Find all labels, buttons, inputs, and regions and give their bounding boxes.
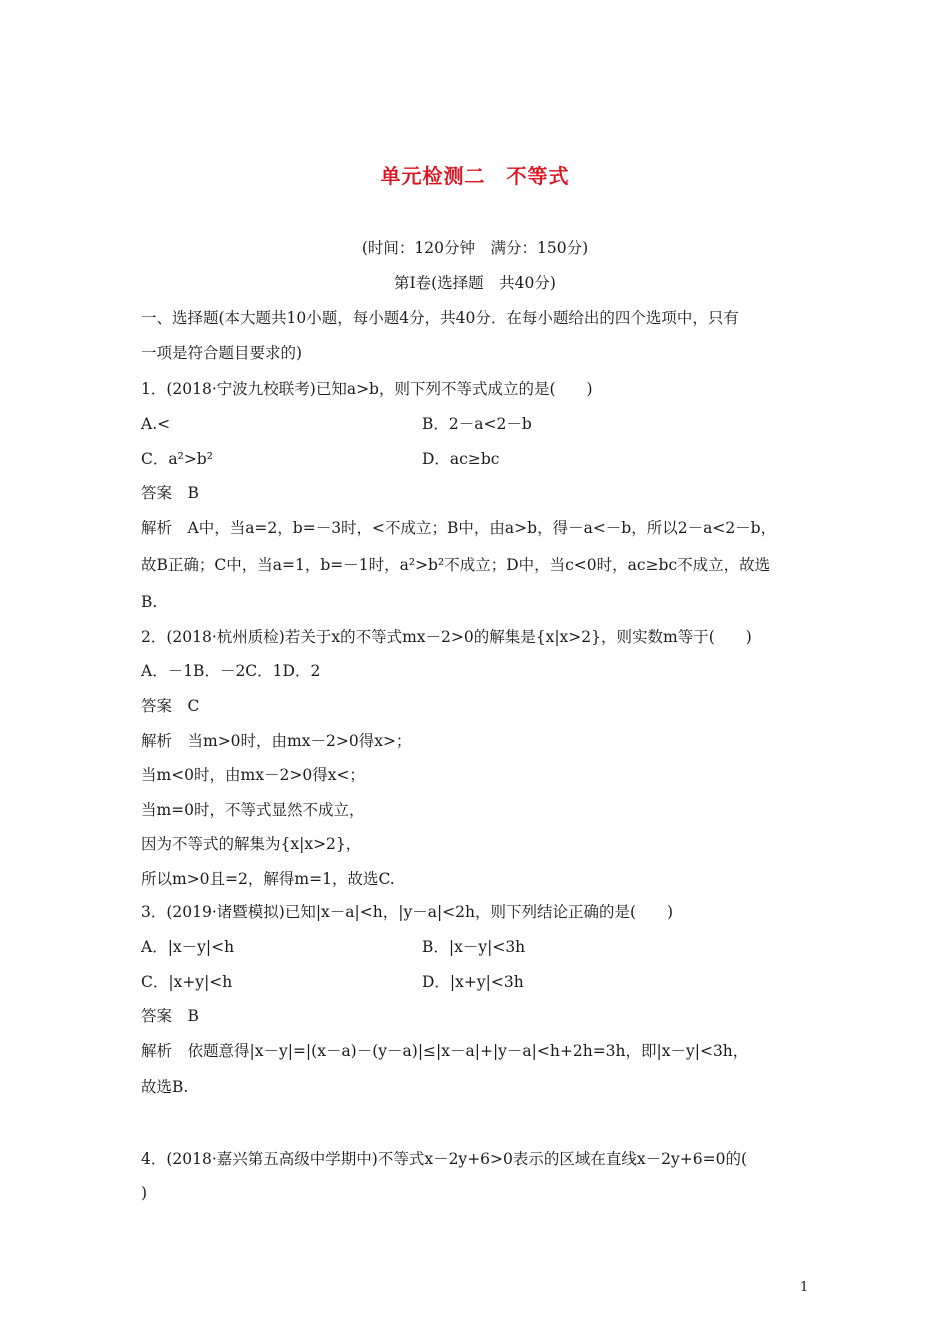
q2-analysis-line: 因为不等式的解集为{x|x>2}， — [141, 835, 362, 853]
q1-option-d: D．ac≥bc — [422, 450, 500, 468]
part-heading: 第Ⅰ卷(选择题 共40分) — [394, 274, 556, 292]
q3-option-a: A．|x－y|<h — [141, 938, 235, 956]
q1-option-c: C．a²>b² — [141, 450, 213, 468]
q1-stem: 1．(2018·宁波九校联考)已知a>b，则下列不等式成立的是( ) — [141, 380, 593, 398]
q1-analysis-cont: 故B正确；C中，当a=1，b=－1时，a²>b²不成立；D中，当c<0时，ac≥bc不成立，故选 — [141, 556, 771, 574]
q2-options: A．－1B．－2C．1D．2 — [141, 662, 321, 680]
q3-option-c: C．|x+y|<h — [141, 973, 233, 991]
q2-analysis-line: 当m<0时，由mx－2>0得x<； — [141, 766, 365, 784]
page-number: 1 — [800, 1280, 809, 1295]
q1-answer: 答案 B — [141, 484, 199, 502]
q3-option-b: B．|x－y|<3h — [422, 938, 526, 956]
q3-option-d: D．|x+y|<3h — [422, 973, 524, 991]
q2-analysis-line: 所以m>0且=2，解得m=1，故选C. — [141, 870, 395, 888]
exam-meta: (时间：120分钟 满分：150分) — [361, 239, 589, 257]
q2-analysis-line: 当m=0时，不等式显然不成立， — [141, 801, 365, 819]
q3-stem: 3．(2019·诸暨模拟)已知|x－a|<h，|y－a|<2h，则下列结论正确的是( ) — [141, 903, 674, 921]
q2-analysis: 解析 当m>0时，由mx－2>0得x>； — [141, 732, 412, 750]
q1-option-b: B．2－a<2－b — [422, 415, 532, 433]
q3-analysis: 解析 依题意得|x－y|=|(x－a)－(y－a)|≤|x－a|+|y－a|<h+2h=3h，即|x－y|<3h， — [141, 1042, 749, 1060]
section-heading: 一、选择题(本大题共10小题，每小题4分，共40分．在每小题给出的四个选项中，只有 — [141, 309, 739, 327]
q2-answer: 答案 C — [141, 697, 200, 715]
q4-stem-cont: ) — [141, 1184, 148, 1202]
q1-option-a: A.< — [141, 415, 171, 433]
page-title: 单元检测二 不等式 — [380, 164, 570, 188]
q3-analysis-cont: 故选B. — [141, 1078, 189, 1096]
section-heading-cont: 一项是符合题目要求的) — [141, 344, 303, 362]
q1-analysis: 解析 A中，当a=2，b=－3时，<不成立；B中，由a>b，得－a<－b，所以2－a<2－b， — [141, 519, 777, 537]
q4-stem: 4．(2018·嘉兴第五高级中学期中)不等式x－2y+6>0表示的区域在直线x－2y+6=0的( — [141, 1150, 747, 1168]
q1-analysis-end: B. — [141, 593, 158, 611]
q3-answer: 答案 B — [141, 1007, 199, 1025]
q2-stem: 2．(2018·杭州质检)若关于x的不等式mx－2>0的解集是{x|x>2}，则实数m等于( ) — [141, 628, 752, 646]
